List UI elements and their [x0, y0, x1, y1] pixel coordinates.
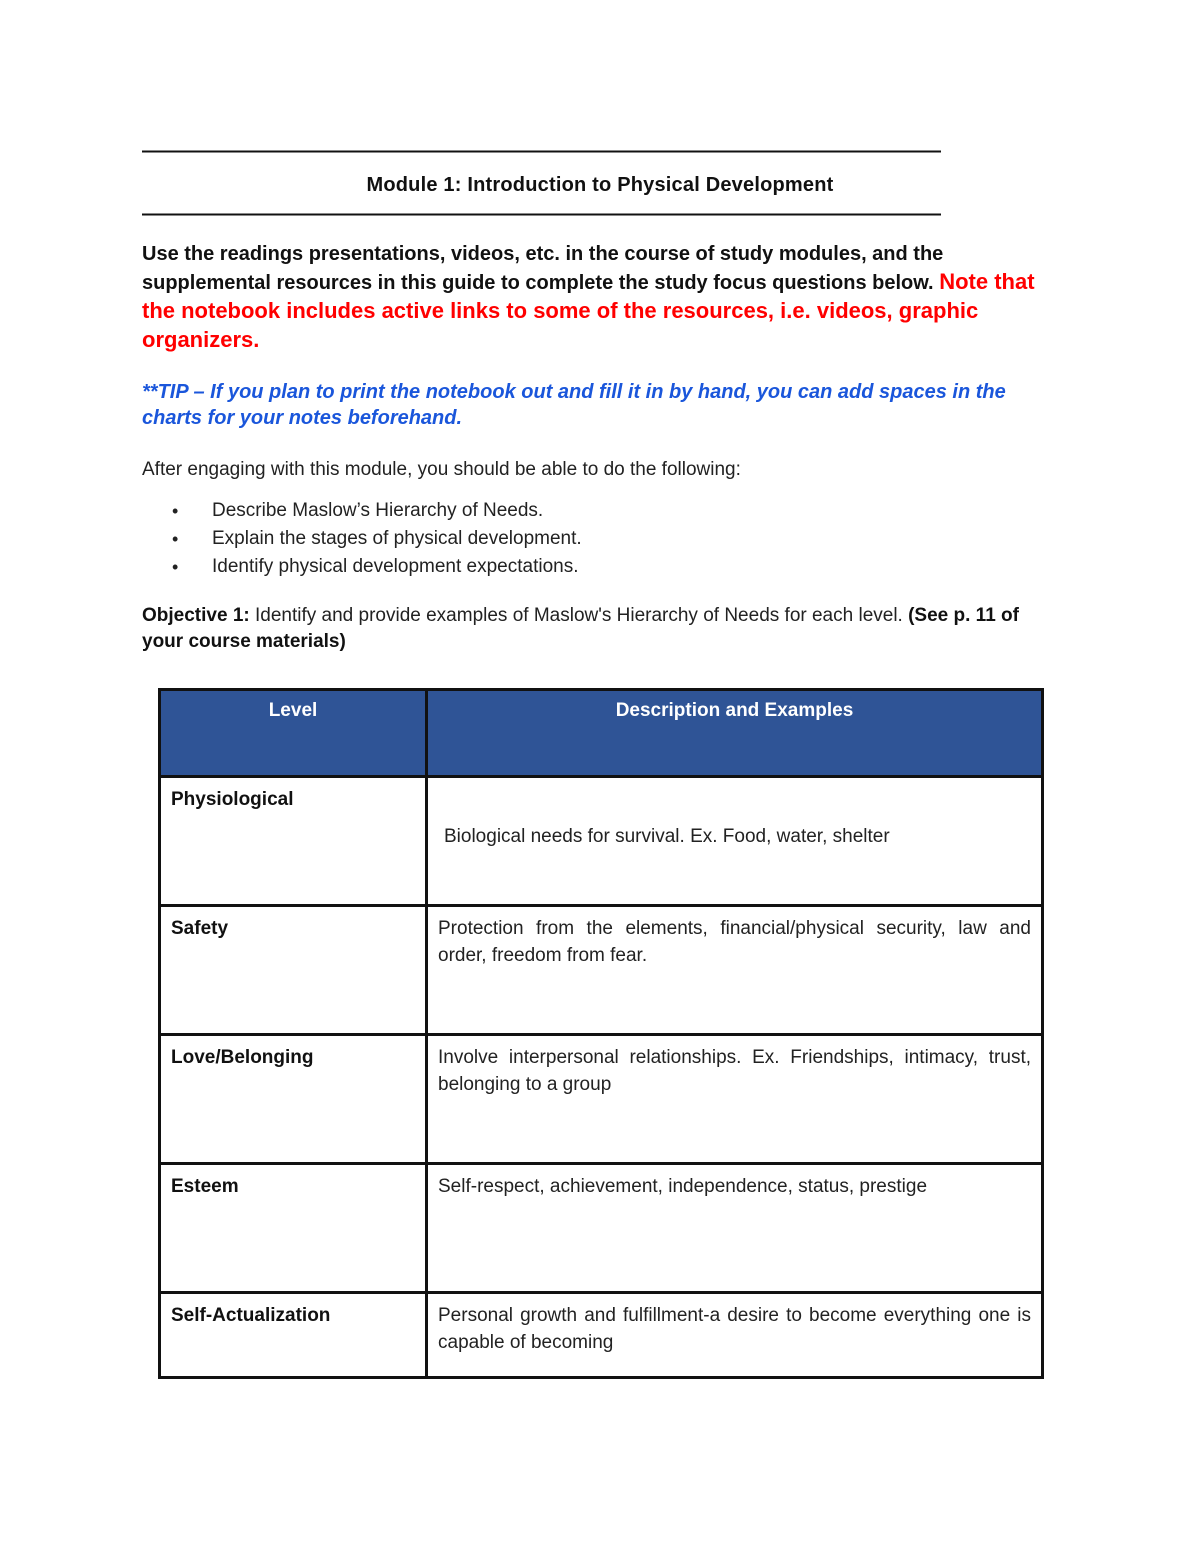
description-cell[interactable]: Involve interpersonal relationships. Ex. Friendships, intimacy, trust, belonging to a group — [427, 1035, 1043, 1164]
description-cell[interactable]: Self-respect, achievement, independence, status, prestige — [427, 1164, 1043, 1293]
list-item — [172, 553, 1058, 581]
table-row — [160, 1293, 1043, 1378]
description-cell[interactable] — [427, 777, 1043, 906]
bullet-icon: • — [172, 501, 179, 521]
outcome-text: Identify physical development expectations. — [212, 556, 579, 577]
description-cell[interactable]: Protection from the elements, financial/physical security, law and order, freedom from fear. — [427, 906, 1043, 1035]
list-item — [172, 497, 1058, 525]
tip-paragraph: **TIP – If you plan to print the notebook out and fill it in by hand, you can add spaces in the charts for your notes beforehand. — [142, 381, 1006, 429]
intro-instructions: Use the readings presentations, videos, etc. in the course of study modules, and the supplemental resources in this guide to complete the study focus questions below. — [142, 243, 944, 294]
top-rule: —————————————————————————————————————————— — [142, 140, 940, 162]
level-cell: Love/Belonging — [160, 1035, 427, 1164]
description-cell[interactable]: Personal growth and fulfillment-a desire to become everything one is capable of becoming — [427, 1293, 1043, 1378]
level-cell: Self-Actualization — [160, 1293, 427, 1378]
outcomes-intro: After engaging with this module, you should be able to do the following: — [142, 459, 741, 480]
objective-text: Identify and provide examples of Maslow's Hierarchy of Needs for each level. — [249, 605, 909, 626]
table-row — [160, 1164, 1043, 1293]
intro-paragraph — [142, 241, 1058, 355]
objective-1 — [142, 603, 1058, 655]
table-row — [160, 777, 1043, 906]
description-text: Biological needs for survival. Ex. Food, water, shelter — [444, 826, 890, 847]
bullet-icon: • — [172, 529, 179, 549]
table-row — [160, 906, 1043, 1035]
table-header-row — [160, 690, 1043, 777]
document-page — [142, 140, 1058, 655]
level-cell: Physiological — [160, 777, 427, 906]
objective-reference: (See p. 11 of your course materials) — [142, 605, 1019, 652]
column-header-level: Level — [160, 690, 427, 777]
table-row — [160, 1035, 1043, 1164]
maslow-table — [158, 688, 1044, 1379]
bullet-icon: • — [172, 557, 179, 577]
outcomes-list — [142, 497, 1058, 581]
level-cell: Esteem — [160, 1164, 427, 1293]
bottom-rule: —————————————————————————————————————————— — [142, 203, 940, 225]
outcome-text: Describe Maslow’s Hierarchy of Needs. — [212, 500, 544, 521]
objective-label: Objective 1: — [142, 605, 250, 626]
level-cell: Safety — [160, 906, 427, 1035]
intro-note: Note that the notebook includes active links to some of the resources, i.e. videos, graphic organizers. — [142, 269, 1035, 352]
list-item — [172, 525, 1058, 553]
page-title: Module 1: Introduction to Physical Development — [366, 174, 834, 196]
column-header-description: Description and Examples — [427, 690, 1043, 777]
outcome-text: Explain the stages of physical development. — [212, 528, 582, 549]
